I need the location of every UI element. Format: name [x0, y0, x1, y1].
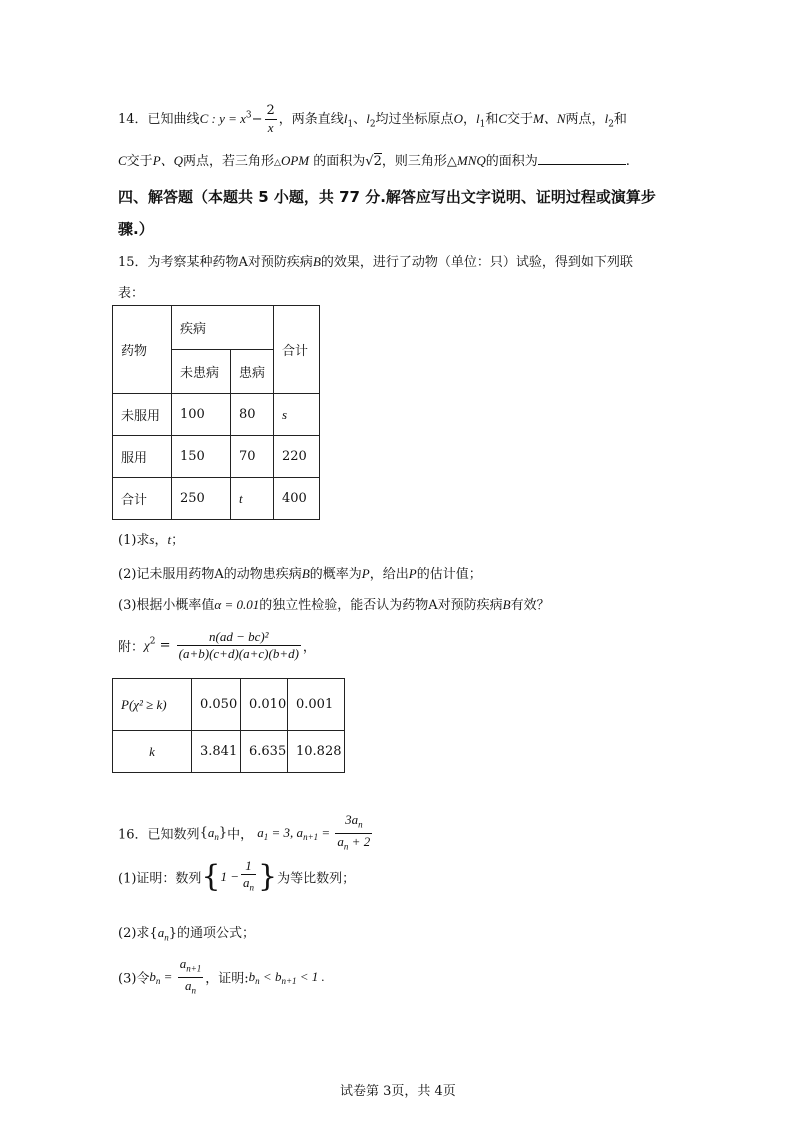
q14-sqrt-icon: √	[365, 154, 374, 169]
q14-text6: 和	[485, 112, 499, 127]
q16-part3-fnum: a	[179, 956, 187, 971]
q16-part1-one: 1 −	[220, 868, 240, 884]
table-header-disease: 疾病	[172, 306, 274, 350]
table-cell: 合计	[113, 478, 172, 520]
table-row	[113, 679, 345, 731]
q15-part3-text: (3)根据小概率值	[118, 598, 215, 613]
q14-text12: 的面积为	[313, 154, 366, 169]
q16-part3-ineq-b: b	[248, 969, 256, 985]
q14-text14: 的面积为	[485, 154, 538, 169]
q16-an1-sub: n+1	[303, 832, 319, 843]
table-cell: t	[231, 478, 274, 520]
q16-a1-sub: 1	[263, 832, 269, 843]
q15-appendix	[118, 629, 316, 662]
q14-l2-sub: 2	[369, 119, 376, 130]
q14-text: 已知曲线	[147, 112, 200, 127]
table-cell: 0.010	[241, 679, 288, 731]
q15-number: 15．	[118, 255, 148, 270]
q14-text13: ，则三角形	[381, 154, 447, 169]
q16-part1: (1)证明：数列{1 − $\frac{1}{a_n}$ }为等比数列；	[118, 858, 356, 894]
q14-text9: 和	[613, 112, 627, 127]
q14-text5: ，	[462, 112, 476, 127]
table-cell: 80	[231, 394, 274, 436]
q16-frac-den: a	[337, 833, 344, 849]
q16-text: 已知数列	[147, 827, 200, 843]
q14-pq: P、Q	[152, 153, 184, 168]
q14-l2b-sub: 2	[608, 119, 614, 130]
q16-part2-text2: 的通项公式；	[176, 926, 255, 941]
q14-frac-den: x	[267, 120, 274, 135]
q16-part3-fden: a	[184, 977, 192, 993]
table-cell: 未服用	[113, 394, 172, 436]
q15-part2-b: B	[301, 566, 310, 581]
q16-number: 16．	[118, 827, 148, 843]
q16-part3-fden-sub: n	[191, 985, 196, 996]
table-cell: 0.050	[192, 679, 241, 731]
q16-a1: a	[257, 825, 264, 841]
q16-part3-ineq-end: < 1 .	[296, 969, 325, 985]
q14-minus: −	[251, 112, 263, 127]
q14-text3: 、	[353, 112, 367, 127]
q14-curve: C : y = x	[199, 111, 246, 126]
q16-part1-fden-sub: n	[249, 882, 255, 893]
table-cell: 220	[274, 436, 320, 478]
table-cell: 服用	[113, 436, 172, 478]
q14-curve-c: C	[498, 111, 508, 126]
q16-part3-eq: =	[160, 969, 176, 985]
table-row	[113, 394, 320, 436]
section4-heading-line1: 四、解答题（本题共 5 小题，共 77 分.解答应写出文字说明、证明过程或演算步	[118, 188, 656, 206]
q16-part3-bsub: n	[155, 976, 161, 987]
q14-text10: 交于	[126, 154, 153, 169]
table-row	[113, 731, 345, 773]
q15-part2-p2: P	[408, 566, 417, 581]
q14-frac-num: 2	[266, 103, 275, 118]
q16-part2-text: (2)求	[118, 926, 150, 941]
q14-text7: 交于	[507, 112, 534, 127]
q15-part2-text2: 的概率为	[309, 567, 362, 582]
q14-text4: 均过坐标原点	[375, 112, 454, 127]
q16-part1-fraction	[241, 858, 256, 896]
q16-part1-fnum: 1	[241, 858, 256, 875]
section4-heading-line2: 骤.）	[118, 220, 154, 238]
formula-denominator: (a+b)(c+d)(a+c)(b+d)	[178, 646, 299, 661]
q15-part3	[118, 594, 550, 613]
chi-exponent: 2	[149, 636, 156, 647]
q16-line1: 16．已知数列$\{a_n\}$中， $a_1 = 3$, $a_{n+1}$ = $\frac{3a_n}{a_n + 2}$	[118, 812, 374, 854]
q14-l1-sub: 1	[347, 119, 354, 130]
formula-equals: =	[155, 638, 175, 653]
q16-part3-text2: ，证明:	[205, 971, 249, 987]
q16-part3-ineq-sub2: n+1	[281, 976, 297, 987]
chi-symbol: χ	[144, 637, 150, 653]
q16-part2-seq: a	[157, 925, 165, 940]
q16-part3	[118, 956, 325, 998]
q14-opm: OPM	[280, 153, 310, 168]
q14-mn: M、N	[533, 111, 566, 126]
q15-part1-text: (1)求	[118, 533, 150, 548]
q16-part3-fnum-sub: n+1	[186, 963, 202, 974]
table-cell: 100	[172, 394, 231, 436]
q14-l2: l	[366, 111, 370, 126]
table-cell: 3.841	[192, 731, 241, 773]
q14-l1b: l	[475, 111, 480, 126]
q16-part3-text: (3)令	[118, 971, 150, 987]
q15-part1-end: ；	[171, 533, 185, 548]
q14-line1	[118, 103, 627, 136]
table-cell: s	[274, 394, 320, 436]
q16-frac-num: 3a	[345, 812, 359, 827]
q16-part2: (2)求$\{a_n\}$的通项公式；	[118, 925, 255, 943]
q15-part3-alpha: α = 0.01	[214, 597, 260, 612]
table-cell: 250	[172, 478, 231, 520]
q14-l2b: l	[604, 111, 609, 126]
q15-part2-p: P	[361, 566, 370, 581]
q14-text8: 两点，	[565, 112, 605, 127]
q14-exponent: 3	[245, 110, 252, 121]
q15-part2-text4: 的估计值；	[416, 567, 482, 582]
formula-numerator: n(ad − bc)²	[177, 629, 301, 646]
q16-recurrence-fraction	[335, 812, 372, 854]
q15-part3-end: 有效？	[510, 598, 550, 613]
formula-end: ，	[302, 640, 316, 655]
q16-part3-fraction	[178, 956, 204, 998]
contingency-table	[112, 305, 320, 520]
table-cell: P(χ² ≥ k)	[113, 679, 192, 731]
table-cell: 6.635	[241, 731, 288, 773]
table-cell: 150	[172, 436, 231, 478]
q15-disease-b: B	[312, 254, 321, 269]
q16-frac-den-sub: n	[343, 841, 349, 852]
table-cell: 400	[274, 478, 320, 520]
q15-intro-line2: 表：	[118, 286, 145, 301]
q14-line2	[118, 150, 630, 169]
q15-var-s: s	[149, 532, 155, 547]
q16-a1-val: = 3, a	[268, 825, 304, 841]
q16-frac-num-sub: n	[358, 819, 363, 830]
q14-l1: l	[343, 111, 348, 126]
q15-part1-comma: ，	[154, 533, 168, 548]
q15-part2-text3: ，给出	[369, 567, 409, 582]
q16-part2-sub: n	[164, 932, 169, 943]
q15-part2	[118, 563, 482, 582]
table-cell: 10.828	[288, 731, 345, 773]
table-cell: 0.001	[288, 679, 345, 731]
q15-intro-text: 为考察某种药物A对预防疾病	[147, 255, 313, 270]
q16-frac-den-tail: + 2	[348, 833, 371, 849]
table-row	[113, 436, 320, 478]
q16-seq-sub: n	[214, 832, 219, 843]
q15-part3-b: B	[502, 597, 511, 612]
q16-part1-fden: a	[243, 875, 250, 890]
q14-origin: O	[453, 111, 463, 126]
q15-intro-line1	[118, 251, 633, 270]
q15-part3-text2: 的独立性检验，能否认为药物A对预防疾病	[259, 598, 503, 613]
q14-l1b-sub: 1	[479, 119, 486, 130]
appendix-label: 附：	[118, 640, 145, 655]
table-header-drug: 药物	[113, 306, 172, 394]
q14-curve-c2: C	[118, 153, 127, 168]
q14-fraction	[265, 103, 277, 136]
q14-text2: ，两条直线	[278, 112, 344, 127]
q16-part3-b: b	[149, 969, 156, 985]
table-header-not-sick: 未患病	[172, 350, 231, 394]
q16-part3-ineq-sub: n	[255, 976, 260, 987]
q15-part1	[118, 529, 184, 548]
table-row	[113, 478, 320, 520]
page-footer: 试卷第 3页，共 4页	[340, 1084, 456, 1099]
critical-value-table	[112, 678, 345, 773]
q16-seq-a: a	[207, 825, 215, 841]
q15-intro-text2: 的效果，进行了动物（单位：只）试验，得到如下列联	[320, 255, 633, 270]
q14-answer-blank	[538, 151, 626, 165]
q14-text11: 两点，若三角形	[183, 154, 275, 169]
q16-text2: 中，	[227, 827, 254, 843]
q16-part3-ineq-lt: < b	[259, 969, 282, 985]
chi-square-formula	[177, 629, 301, 662]
table-header-total: 合计	[274, 306, 320, 394]
q16-part1-text: (1)证明：数列	[118, 871, 202, 887]
table-cell: 70	[231, 436, 274, 478]
q16-part1-text2: 为等比数列；	[277, 871, 356, 887]
table-cell: k	[113, 731, 192, 773]
q15-part2-text: (2)记未服用药物A的动物患疾病	[118, 567, 302, 582]
q14-triangle-symbol2: △	[446, 154, 457, 169]
table-header-sick: 患病	[231, 350, 274, 394]
q14-sqrt-value: 2	[373, 154, 382, 169]
q14-end: .	[625, 154, 630, 169]
q14-number: 14．	[118, 112, 148, 127]
q16-eq: =	[318, 825, 334, 841]
q14-triangle-symbol: △	[274, 158, 281, 168]
q15-var-t: t	[167, 532, 172, 547]
q14-mnq: MNQ	[456, 153, 486, 168]
